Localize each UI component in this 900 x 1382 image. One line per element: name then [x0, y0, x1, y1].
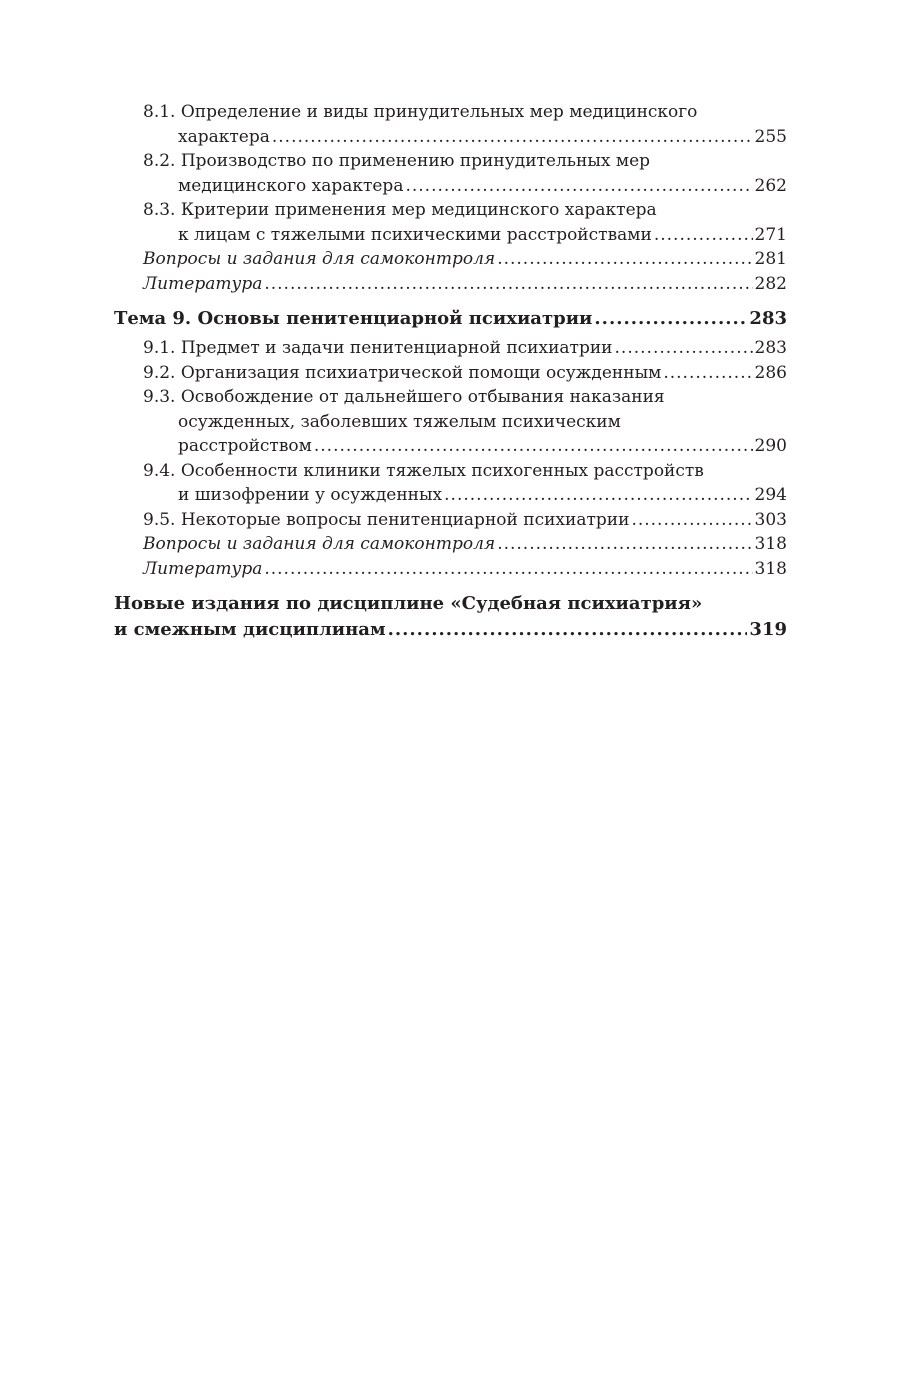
toc-entry-title: Вопросы и задания для самоконтроля: [143, 249, 496, 269]
toc-topic-new-editions[interactable]: [114, 591, 787, 643]
toc-entry-literature-9[interactable]: [114, 557, 787, 582]
dot-leader: [497, 532, 752, 557]
table-of-contents: [114, 100, 787, 647]
page-number: 283: [749, 308, 787, 329]
page-number: 262: [754, 175, 787, 196]
page-number: 290: [754, 436, 787, 456]
toc-entry-title: 8.3. Критерии применения мер медицинского характера: [143, 200, 657, 220]
toc-entry-title: 9.2. Организация психиатрической помощи осужденным: [143, 362, 662, 383]
dot-leader: [405, 174, 752, 199]
toc-entry-title: 9.3. Освобождение от дальнейшего отбывания наказания: [143, 387, 665, 407]
toc-entry-title: Литература: [143, 558, 263, 579]
page-number: 294: [754, 485, 787, 505]
dot-leader: [272, 125, 753, 150]
page-number: 282: [754, 273, 787, 294]
toc-entry-title: 8.2. Производство по применению принудительных мер: [143, 151, 651, 171]
dot-leader: [615, 336, 753, 361]
dot-leader: [594, 306, 747, 332]
toc-entry-title-cont: расстройством: [178, 436, 312, 456]
dot-leader: [663, 361, 752, 386]
toc-entry-9-3[interactable]: [114, 385, 787, 459]
dot-leader: [264, 557, 752, 582]
toc-entry-title-cont: характера: [178, 126, 270, 147]
toc-entry-title-cont: и шизофрении у осужденных: [178, 485, 443, 505]
page-number: 318: [754, 558, 787, 579]
toc-entry-9-2[interactable]: [114, 361, 787, 386]
toc-topic-title-cont: и смежным дисциплинам: [114, 619, 386, 640]
toc-entry-title-cont: к лицам с тяжелыми психическими расстройствами: [178, 224, 652, 245]
page-number: 271: [754, 224, 787, 245]
toc-entry-title-cont: осужденных, заболевших тяжелым психическим: [178, 411, 621, 432]
toc-entry-9-5[interactable]: [114, 508, 787, 533]
page-number: 286: [754, 362, 787, 383]
dot-leader: [314, 434, 753, 459]
toc-entry-title-cont: медицинского характера: [178, 175, 404, 196]
toc-topic-9[interactable]: [114, 306, 787, 332]
page-number: 318: [754, 534, 787, 554]
toc-entry-title: 9.1. Предмет и задачи пенитенциарной психиатрии: [143, 338, 613, 358]
toc-entry-9-4[interactable]: [114, 459, 787, 508]
dot-leader: [264, 272, 752, 297]
page-number: 281: [754, 249, 787, 269]
toc-entry-title: 9.4. Особенности клиники тяжелых психогенных расстройств: [143, 460, 704, 481]
toc-entry-8-1[interactable]: [114, 100, 787, 149]
toc-entry-title: 9.5. Некоторые вопросы пенитенциарной психиатрии: [143, 509, 630, 530]
page-number: 319: [749, 619, 787, 640]
toc-entry-9-1[interactable]: [114, 336, 787, 361]
toc-topic-title: Новые издания по дисциплине «Судебная психиатрия»: [114, 593, 703, 614]
toc-entry-literature-8[interactable]: [114, 272, 787, 297]
dot-leader: [631, 508, 752, 533]
toc-entry-8-2[interactable]: [114, 149, 787, 198]
page-number: 255: [754, 126, 787, 147]
dot-leader: [654, 223, 753, 248]
toc-entry-8-3[interactable]: [114, 198, 787, 247]
toc-entry-title: Литература: [143, 273, 263, 294]
page-number: 283: [754, 338, 787, 358]
toc-entry-title: 8.1. Определение и виды принудительных мер медицинского: [143, 102, 698, 122]
toc-topic-title: Тема 9. Основы пенитенциарной психиатрии: [114, 308, 593, 329]
dot-leader: [388, 617, 748, 643]
page-number: 303: [754, 509, 787, 530]
toc-entry-title: Вопросы и задания для самоконтроля: [143, 534, 496, 554]
toc-entry-questions-8[interactable]: [114, 247, 787, 272]
toc-entry-questions-9[interactable]: [114, 532, 787, 557]
dot-leader: [497, 247, 752, 272]
dot-leader: [444, 483, 752, 508]
